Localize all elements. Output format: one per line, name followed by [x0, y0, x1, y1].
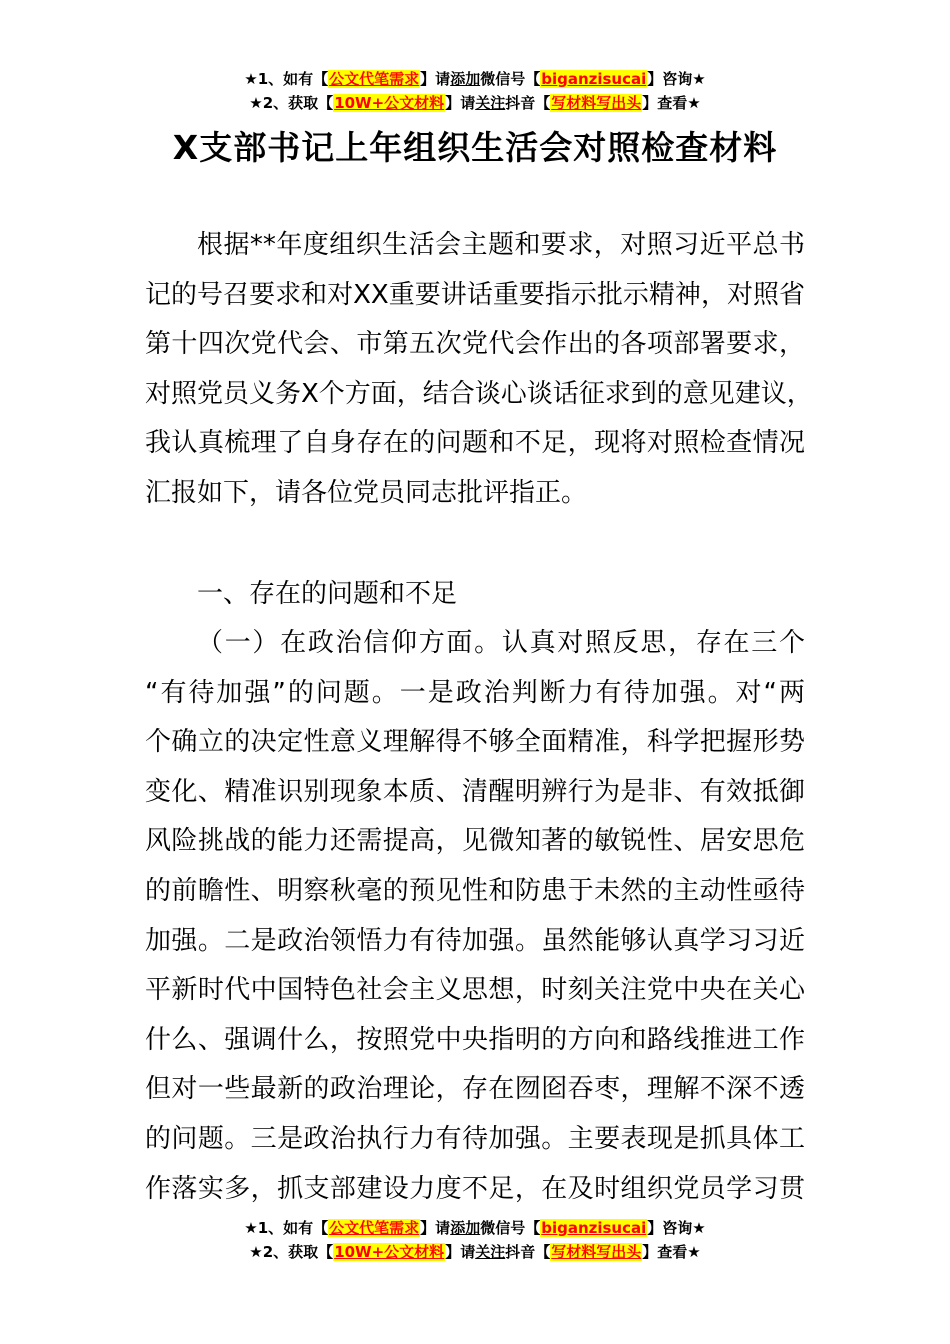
banner-text: 】咨询★ [647, 1219, 706, 1237]
banner-highlight: 10W+公文材料 [334, 94, 445, 112]
text-line: 什么、强调什么，按照党中央指明的方向和路线推进工作 [145, 1024, 805, 1055]
text-line: 的问题。三是政治执行力有待加强。主要表现是抓具体工 [145, 1123, 805, 1154]
text-line: 加强。二是政治领悟力有待加强。虽然能够认真学习习近 [145, 925, 805, 956]
banner-text: ★1、如有【 [244, 1219, 329, 1237]
banner-highlight: biganzisucai [541, 70, 647, 88]
banner-text: ★1、如有【 [244, 70, 329, 88]
banner-text: 抖音【 [505, 94, 551, 112]
header-banner [0, 68, 950, 116]
banner-highlight: 写材料写出头 [551, 94, 642, 112]
banner-text: 抖音【 [505, 1243, 551, 1261]
intro-paragraph [145, 221, 813, 519]
banner-highlight: 10W+公文材料 [334, 1243, 445, 1261]
banner-text: 】查看★ [642, 94, 701, 112]
text-line: 风险挑战的能力还需提高，见微知著的敏锐性、居安思危 [145, 826, 805, 857]
text-line: 对照党员义务X个方面，结合谈心谈话征求到的意见建议， [145, 378, 813, 409]
banner-underlined: 添加 [450, 70, 481, 88]
text-line: 但对一些最新的政治理论，存在囫囵吞枣，理解不深不透 [145, 1074, 805, 1105]
banner-underlined: 关注 [475, 94, 506, 112]
section-1-paragraph [145, 619, 805, 1214]
banner-highlight: biganzisucai [541, 1219, 647, 1237]
banner-text: 微信号【 [480, 70, 541, 88]
text-line: 个确立的决定性意义理解得不够全面精准，科学把握形势 [145, 727, 805, 758]
banner-text: 】请 [420, 1219, 451, 1237]
text-line: 平新时代中国特色社会主义思想，时刻关注党中央在关心 [145, 975, 805, 1006]
text-line: 的前瞻性、明察秋毫的预见性和防患于未然的主动性亟待 [145, 875, 805, 906]
banner-highlight: 公文代笔需求 [329, 70, 420, 88]
banner-highlight: 写材料写出头 [551, 1243, 642, 1261]
footer-banner [0, 1217, 950, 1265]
banner-text: ★2、获取【 [249, 1243, 334, 1261]
banner-text: 】请 [420, 70, 451, 88]
text-line: 我认真梳理了自身存在的问题和不足，现将对照检查情况 [145, 428, 805, 459]
banner-text: 微信号【 [480, 1219, 541, 1237]
banner-underlined: 添加 [450, 1219, 481, 1237]
text-line: 作落实多，抓支部建设力度不足，在及时组织党员学习贯 [145, 1173, 805, 1204]
banner-text: 】查看★ [642, 1243, 701, 1261]
banner-underlined: 关注 [475, 1243, 506, 1261]
banner-line-2 [0, 1241, 950, 1265]
banner-text: 】咨询★ [647, 70, 706, 88]
banner-text: 】请 [445, 94, 476, 112]
document-title: X支部书记上年组织生活会对照检查材料 [172, 128, 778, 167]
section-heading-text: 一、存在的问题和不足 [197, 579, 458, 609]
banner-line-1 [0, 68, 950, 92]
text-line: “有待加强”的问题。一是政治判断力有待加强。对“两 [145, 677, 805, 708]
text-line: 记的号召要求和对XX重要讲话重要指示批示精神，对照省 [145, 279, 805, 310]
section-heading [145, 570, 805, 620]
banner-text: ★2、获取【 [249, 94, 334, 112]
text-line: 变化、精准识别现象本质、清醒明辨行为是非、有效抵御 [145, 776, 805, 807]
text-line: （一）在政治信仰方面。认真对照反思，存在三个 [197, 628, 805, 658]
banner-text: 】请 [445, 1243, 476, 1261]
text-line: 第十四次党代会、市第五次党代会作出的各项部署要求， [145, 329, 805, 360]
text-line: 根据**年度组织生活会主题和要求，对照习近平总书 [197, 230, 805, 260]
banner-highlight: 公文代笔需求 [329, 1219, 420, 1237]
text-line: 汇报如下，请各位党员同志批评指正。 [145, 477, 588, 508]
banner-line-2 [0, 92, 950, 116]
banner-line-1 [0, 1217, 950, 1241]
